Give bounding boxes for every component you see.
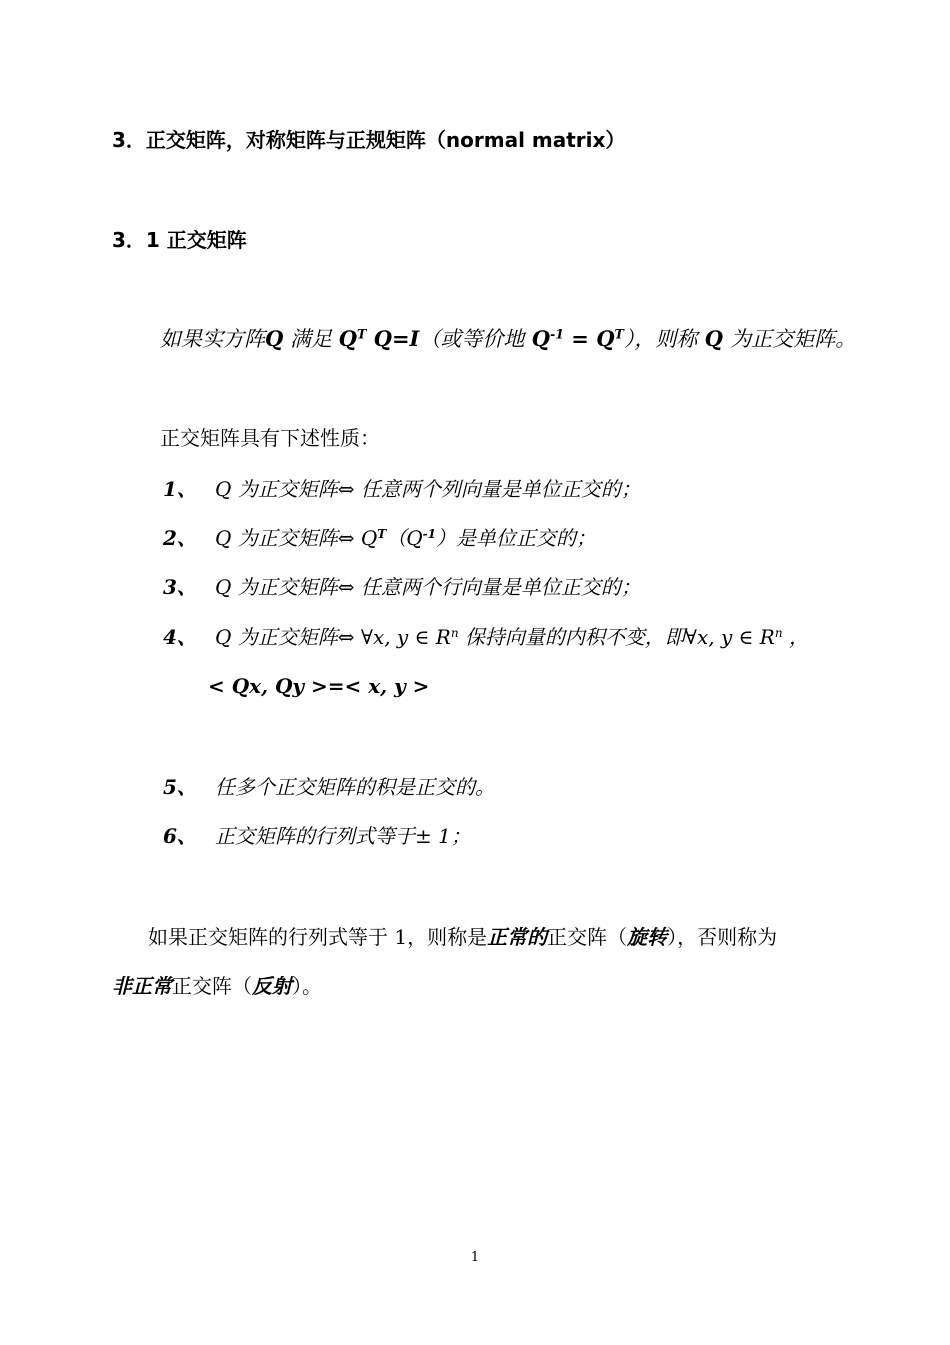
property-6: 6、 正交矩阵的行列式等于± 1；	[163, 824, 471, 848]
property-5: 5、 任多个正交矩阵的积是正交的。	[163, 775, 495, 799]
closing-paragraph-line-1: 如果正交矩阵的行列式等于 1，则称是正常的正交阵（旋转），否则称为	[148, 925, 778, 949]
closing-paragraph-line-2: 非正常正交阵（反射）。	[112, 974, 322, 998]
property-3: 3、 Q 为正交矩阵⇔ 任意两个行向量是单位正交的；	[163, 575, 641, 599]
property-1: 1、 Q 为正交矩阵⇔ 任意两个列向量是单位正交的；	[163, 477, 641, 501]
property-2: 2、 Q 为正交矩阵⇔ $Q^T(Q^{-1})$是单位正交的；	[163, 526, 596, 550]
page-number: 1	[470, 1250, 480, 1265]
property-4-inner-product: < Qx, Qy >=< x, y >	[208, 674, 430, 698]
subsection-heading: 3．1 正交矩阵	[112, 228, 247, 252]
definition-orthogonal-matrix: 如果实方阵Q 满足 $Q^T$ Q=I（或等价地 $Q^{-1} = Q^T$），则称 Q 为正交矩阵。	[160, 326, 857, 351]
properties-intro: 正交矩阵具有下述性质：	[160, 426, 380, 450]
section-heading: 3．正交矩阵，对称矩阵与正规矩阵（normal matrix）	[112, 128, 626, 152]
property-4: 4、 Q 为正交矩阵⇔ ∀x, y ∈ $R^n$ 保持向量的内积不变，即∀x, y ∈ $R^n$ ，	[163, 625, 809, 649]
